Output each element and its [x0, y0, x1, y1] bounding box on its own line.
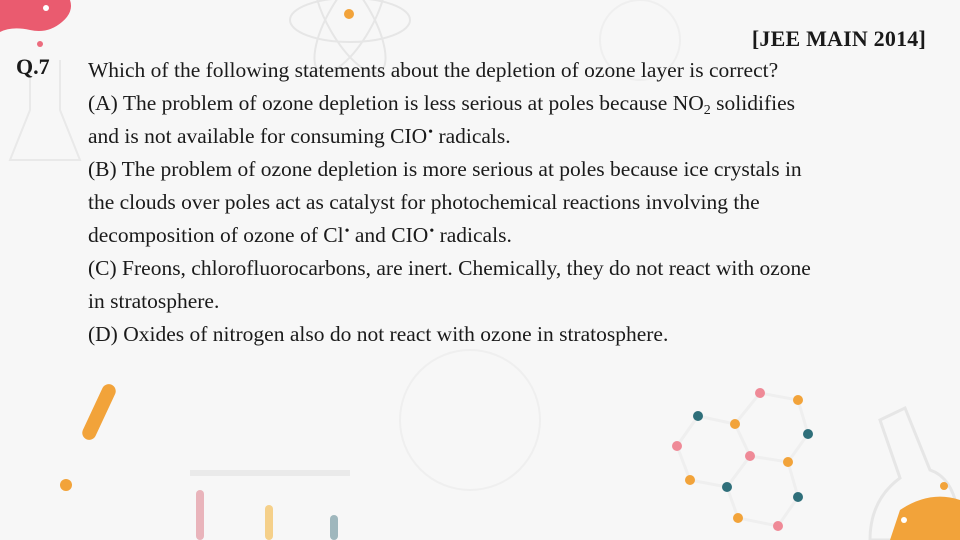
radical-dot: •	[428, 125, 434, 140]
option-b-line-3: decomposition of ozone of Cl• and CIO• radicals.	[88, 223, 512, 247]
option-a-line-2: and is not available for consuming CIO• radicals.	[88, 124, 511, 148]
flask-icon	[870, 408, 960, 540]
radical-dot: •	[429, 224, 435, 239]
question-stem: Which of the following statements about the depletion of ozone layer is correct?	[88, 58, 779, 82]
question-number: Q.7	[16, 54, 50, 79]
subscript: 2	[703, 103, 711, 118]
test-tube-icon	[60, 382, 118, 491]
radical-dot: •	[344, 224, 350, 239]
exam-tag: [JEE MAIN 2014]	[751, 26, 926, 51]
test-tube-rack-icon	[190, 470, 350, 540]
molecule-structure-icon	[672, 388, 813, 531]
atom-nucleus-icon	[344, 9, 354, 19]
option-b-line-1: (B) The problem of ozone depletion is more serious at poles because ice crystals in	[88, 157, 802, 181]
question-block	[88, 54, 908, 351]
option-c-line-2: in stratosphere.	[88, 289, 220, 313]
option-a-line-1: (A) The problem of ozone depletion is less serious at poles because $NO_2$ solidifies	[88, 91, 795, 118]
option-b-line-2: the clouds over poles act as catalyst for photochemical reactions involving the	[88, 190, 760, 214]
option-d-line-1: (D) Oxides of nitrogen also do not react with ozone in stratosphere.	[88, 322, 669, 346]
paint-splash-icon	[0, 0, 71, 47]
option-c-line-1: (C) Freons, chlorofluorocarbons, are inert. Chemically, they do not react with ozone	[88, 256, 811, 280]
